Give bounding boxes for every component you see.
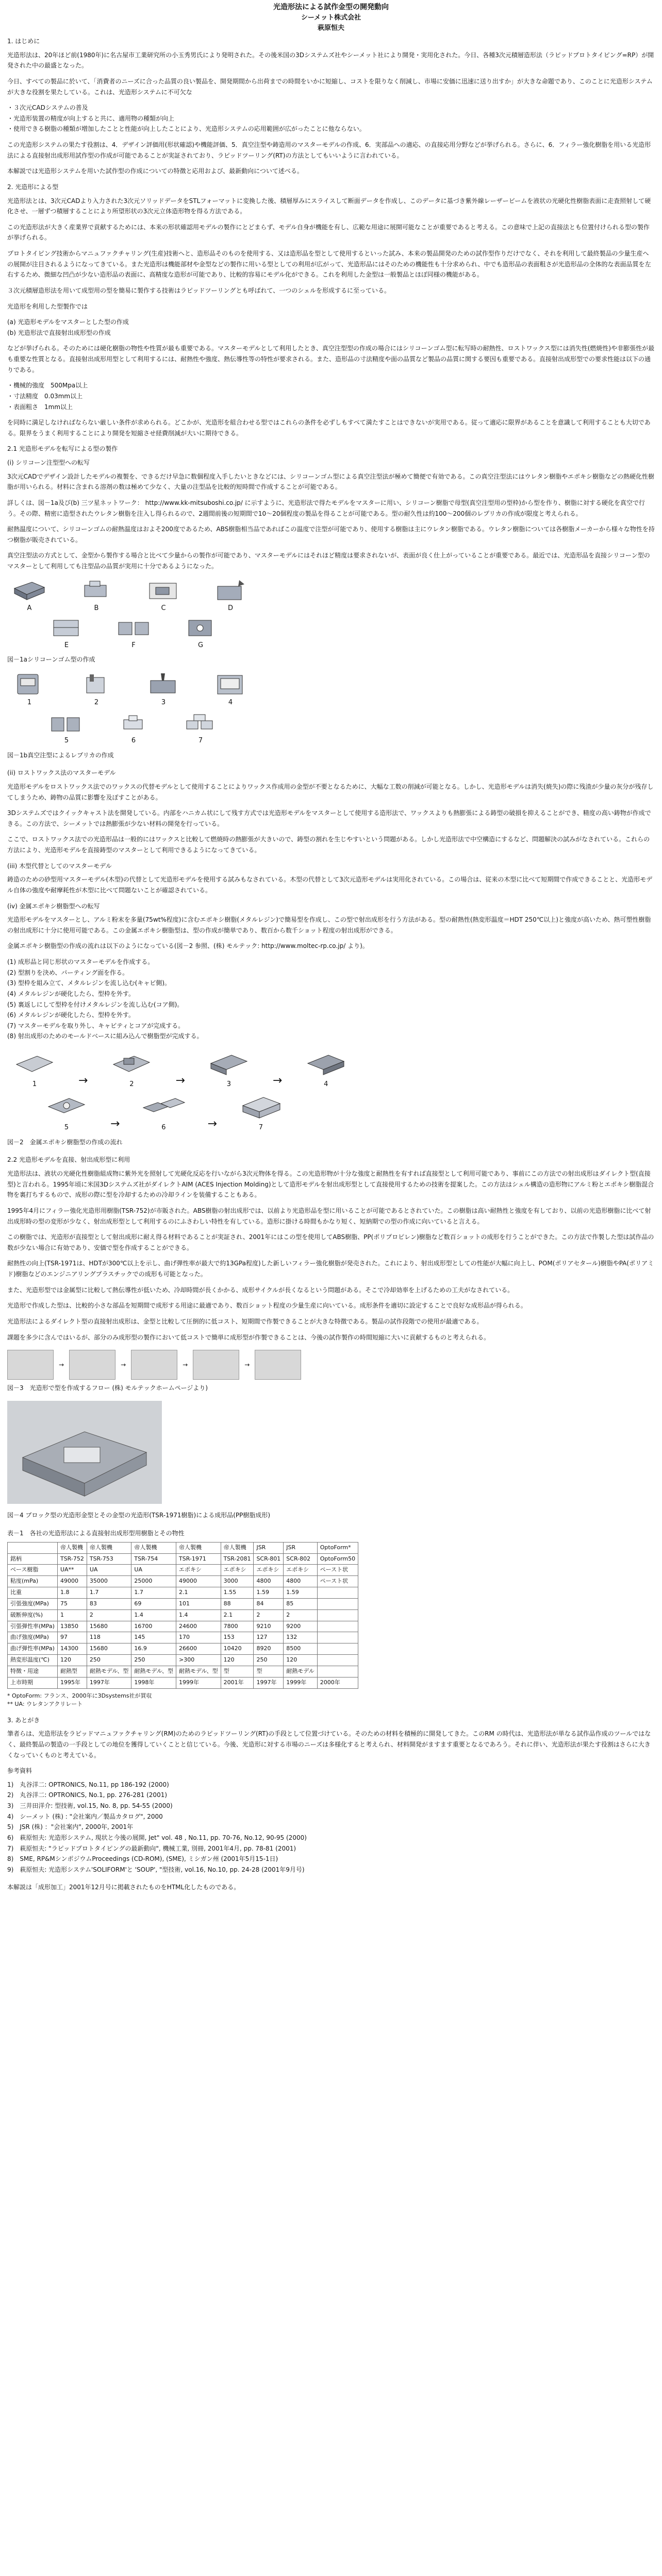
fig1a-item: B [78,579,114,614]
table-cell: 145 [131,1632,176,1643]
paragraph: プロトタイピング技術からマニュファクチャリング(生産)技術へと、造形品そのものを使用する、又は造形品を型として使用するといった試み、本来の製品開発のための試作型作りだけでなく、それを利用して最終製品の少量生産への展開が注目されるようになってきている。また光造形は機能部材や金型などの製作に用いる型としての利用が広がって、光造形品にはそのための機能性も十分求められ、中でも造形品の表面粗さが光造形品の全体的な表面品質を左右するため、微細な凹凸が少ない造形品の表面に、高精度な造形が可能であり、比較的容易にモデル化ができる。これを利用した金型は一般製品とほぼ同様の機能がある。 [7,250,651,279]
table-cell: UA [87,1565,131,1576]
fig2-item: 7 [238,1092,284,1133]
figure-1a [7,579,655,665]
table-row [8,1576,358,1587]
mold-photo [7,1401,162,1504]
list-item: ・使用できる樹脂の種類が増加したことと性能が向上したことにより、光造形システムの応用範囲が広がったことに他ならない。 [7,125,366,133]
table-cell: 85 [284,1598,317,1609]
fig1b-item: 7 [183,710,219,747]
author-name: 萩原恒夫 [317,24,344,32]
section-heading: 2.1 光造形モデルを転写による型の製作 [7,445,118,453]
table-cell: 8920 [254,1643,284,1655]
table-cell: 2.1 [221,1609,254,1621]
reference-item: 2) 丸谷洋二: OPTRONICS, No.1, pp. 276-281 (2001) [7,1791,168,1799]
table-cell: 3000 [221,1576,254,1587]
row-label: 上市時期 [8,1677,58,1688]
fig1a-item: E [48,616,85,651]
fig1b-item: 6 [115,710,152,747]
article-header [7,2,655,33]
table-cell: 型 [254,1666,284,1677]
table-cell: 1.8 [57,1587,87,1599]
table-cell: 26600 [176,1643,221,1655]
table-cell: OptoForm50 [317,1553,358,1565]
core-icon [43,1092,90,1121]
arrow-icon: → [121,1361,126,1368]
paragraph: また、光造形型では金属型に比較して熱伝導性が低いため、冷却時間が長くかかる、成形サイクルが長くなるという問題がある。そこで冷却効率を上げるための工夫がなされている。 [7,1286,514,1294]
paragraph: 鋳造のための砂型用マスターモデル(木型)の代替として光造形モデルを使用する試みもなされている。木型の代替として3次元造形モデルは実用化されている。この場合は、従来の木型に比べて短期間で作成できることと、光造形モデル自体の強度や耐摩耗性が木型に比べて問題ないことが確認されている。 [7,876,653,894]
table-cell: 170 [176,1632,221,1643]
article [7,0,655,1893]
vacuum-chamber-icon [11,672,47,696]
article-title: 光造形法による試作金型の開発動向 [273,3,389,11]
table-cell: 25000 [131,1576,176,1587]
table-cell: 1 [57,1609,87,1621]
table-cell: 1997年 [254,1677,284,1688]
figure-caption: 図－4 ブロック型の光造形金型とその金型の光造形(TSR-1971樹脂)による成形品(PP樹脂成形) [7,1512,271,1519]
table-row [8,1666,358,1677]
list-item: (5) 裏返しにして型枠を付けメタルレジンを流し込む(コア側)。 [7,1001,184,1008]
figure-1b [7,672,655,760]
table-cell: 153 [221,1632,254,1643]
parting-icon [108,1049,155,1078]
table-cell [317,1621,358,1632]
table-cell: 1995年 [57,1677,87,1688]
replica-part-icon [115,710,152,734]
table-cell: 69 [131,1598,176,1609]
list-item: (a) 光造形モデルをマスターとした型の作成 [7,318,129,326]
reference-item: 9) 萩原恒夫: 光造形システム'SOLIFORM'と 'SOUP', "型技術, vol.16, No.10, pp. 24-28 (2001年9月号) [7,1866,305,1873]
frame-icon [206,1049,252,1078]
list-item: ・光造形装置の精度が向上すると共に、適用物の種類が向上 [7,114,175,122]
table-cell: 35000 [87,1576,131,1587]
paragraph: などが挙げられる。そのためには硬化樹脂の物性や性質が最も重要である。マスターモデルとして利用したとき、真空注型型の作成の場合にはシリコーンゴム型に転写時の耐熱性、ロストワックス型には消失性(燃焼性)や非膨張性が最も重要な性質となる。直接射出成形用型として利用するには、耐熱性や強度、熱伝導性等の特性が要求される。また、造形品の寸法精度や面の品質など製品の品質に関する要因も重要である。直接射出成形型での要求性能は以下の通りである。 [7,345,655,374]
reference-item: 5) JSR (株) ："会社案内", 2000年, 2001年 [7,1823,134,1831]
table-cell: UA** [57,1565,87,1576]
row-label: ベース樹脂 [8,1565,58,1576]
casting-icon [145,672,181,696]
arrow-icon: → [175,1074,185,1087]
list-item: (6) メタルレジンが硬化したら、型枠を外す。 [7,1011,135,1019]
fig1a-item: C [145,579,181,614]
table-note: ** UA: ウレタンアクリレート [7,1701,83,1708]
table-cell: TSR-1971 [176,1553,221,1565]
table-cell: 耐熱モデル [284,1666,317,1677]
table-cell: 1999年 [284,1677,317,1688]
table-row [8,1677,358,1688]
table-cell: エポキシ [254,1565,284,1576]
master-model-icon [11,1049,58,1078]
paragraph: ３次元積層造形法を用いて成型用の型を簡易に製作する技術はラピッドツーリングとも呼ばれて、一つのシェルを形成するに至っている。 [7,286,391,294]
arrow-icon: → [207,1117,217,1130]
fig1a-item: A [11,579,47,614]
table-cell: 4800 [284,1576,317,1587]
table-cell [317,1643,358,1655]
paragraph: 耐熱温度について、シリコーンゴムの耐熱温度はおよそ200度であるため、ABS樹脂相当品であればこの温度で注型が可能であり、使用する樹脂は主にウレタン樹脂である。ウレタン樹脂については各樹脂メーカーから様々な物性を持つ樹脂が販売されている。 [7,526,655,544]
section-heading: 2.2 光造形モデルを直接、射出成形型に利用 [7,1156,130,1164]
table-row [8,1598,358,1609]
table-cell [317,1632,358,1643]
list-item: (4) メタルレジンが硬化したら、型枠を外す。 [7,990,135,997]
reference-item: 6) 萩原恒夫: 光造形システム, 現状と今後の展開, Jet" vol. 48 , No.11, pp. 70-76, No.12, 90-95 (2000) [7,1834,307,1841]
mold-frame-icon [145,579,181,602]
mold-pair-icon [140,1092,187,1121]
paragraph: 3次元CADでデザイン設計したモデルの複製を、できるだけ早急に数個程度入手したいときなどには、シリコーンゴム型による真空注型法が極めて簡便で有効である。この真空注型法にはウレタン樹脂やエポキシ樹脂などの熱硬化性樹脂が用いられる。材料に含まれる溶剤の数は極めて少なく、大量の注型品を比較的短時間で作成することが可能である。 [7,472,654,491]
table-cell: 8500 [284,1643,317,1655]
table-cell: 2000年 [317,1677,358,1688]
figure-caption: 図－1aシリコーンゴム型の作成 [7,656,95,664]
paragraph: 詳しくは、図－1a及び(b) 三ツ星ネットワーク： http://www.kk-mitsuboshi.co.jp/ に示すように、光造形法で得たモデルをマスターに用い、シリコーン樹脂で母型(真空注型用の型枠)から型を作り、樹脂に対する硬化を真空で行う。その際、精密に造型されたウレタン樹脂を注入し得られるので、2週間前後の短期間で10〜20個程度の製品を得ることが可能である。型の耐久性は約100〜200個のレプリカの作成が限度と考えられる。 [7,499,645,517]
paragraph: 光造形モデルをロストワックス法でのワックスの代替モデルとして使用することによりワックス作成用の金型が不要となるために、大幅な工数の削減が可能となる。しかし、光造形モデルは消失(焼失)の際に残渣が少量の灰分が残存してしまうため、鋳物の品質に影響を及ぼすことがある。 [7,783,654,801]
row-label: 引張強度(MPa) [8,1598,58,1609]
figure-caption: 図－1b真空注型によるレプリカの作成 [7,751,114,759]
list-item: (2) 型割りを決め、パーティング面を作る。 [7,969,129,976]
cavity-icon [303,1049,349,1078]
figure-4 [7,1401,655,1521]
paragraph: 本解説では光造形システムを用いた試作型の作成についての特徴と応用および、最新動向について述べる。 [7,167,303,175]
fig2-item: 3 [206,1049,252,1090]
spec-list [7,380,655,412]
row-label: 粘度(mPa) [8,1576,58,1587]
arrow-icon: → [59,1361,64,1368]
figure-2 [7,1049,655,1147]
table-cell: 1998年 [131,1677,176,1688]
mold-halves-icon [115,616,152,639]
table-cell: 83 [87,1598,131,1609]
table-cell: 120 [221,1655,254,1666]
row-label: 曲げ強度(MPa) [8,1632,58,1643]
pouring-icon [212,579,249,602]
fig2-item: 2 [108,1049,155,1090]
paragraph: 今日、すべての製品に於いて、「消費者のニーズに合った品質の良い製品を、開発期間から出荷までの時間をいかに短縮し、コストを限りなく削減し、市場に安価に迅速に送り出すか」が大きな命題であり、このことに光造形システムが大きな役割を果たしている。これは、光造形システムに不可欠な [7,77,653,96]
row-label: 銘柄 [8,1553,58,1565]
table-cell: UA [131,1565,176,1576]
list-item: ・寸法精度 0.03mm以上 [7,392,83,400]
table-cell: 1.4 [131,1609,176,1621]
table-row [8,1643,358,1655]
table-cell [317,1655,358,1666]
paragraph: 光造形を利用した型製作では [7,302,88,310]
row-label: 引張弾性率(MPa) [8,1621,58,1632]
fig1a-item: D [212,579,249,614]
table-cell: 14300 [57,1643,87,1655]
master-model-icon [78,579,114,602]
table-cell: 7800 [221,1621,254,1632]
fig2-item: 1 [11,1049,58,1090]
arrow-icon: → [183,1361,188,1368]
arrow-icon: → [244,1361,250,1368]
table-cell: 1.7 [87,1587,131,1599]
table-cell: 15680 [87,1643,131,1655]
fig1a-item: G [183,616,219,651]
paragraph: この光造形法が大きく産業界で貢献するためには、本来の形状確認用モデルの製作にとどまらず、モデル自身が機能を有し、広範な用途に展開可能なことが重要であると考える。この意味で上記の直接法とも位置付けられる型の製作が挙げられる。 [7,223,650,242]
table-cell: エポキシ [284,1565,317,1576]
arrow-icon: → [272,1074,283,1087]
table-cell: 84 [254,1598,284,1609]
table-row [8,1632,358,1643]
table-cell: ペースト状 [317,1565,358,1576]
fig1b-item: 2 [78,672,114,708]
table-cell: 15680 [87,1621,131,1632]
table-cell: 250 [87,1655,131,1666]
table-cell: SCR-801 [254,1553,284,1565]
paragraph: 光造形法は、20年ほど前(1980年)に名古屋市工業研究所の小玉秀男氏により発明された。その後米国の3Dシステムズ社やシーメット社により開発・実用化された。今日、各種3次元積層造形法（ラピッドプロトタイピング=RP）が開発された中の最盛となった。 [7,51,654,70]
table-cell: TSR-752 [57,1553,87,1565]
table-cell: 118 [87,1632,131,1643]
fig1b-item: 3 [145,672,181,708]
table-cell [317,1598,358,1609]
table-cell: 2 [284,1609,317,1621]
list-item: (3) 型枠を組み立て、メタルレジンを流し込む(キャビ側)。 [7,979,171,987]
table-cell [317,1609,358,1621]
table-cell: >300 [176,1655,221,1666]
paragraph: 金属エポキシ樹脂型の作成の流れは以下のようになっている(図－2 参照、(株) モルテック: http://www.moltec-rp.co.jp/ より)。 [7,942,369,950]
table-caption: 表－1 各社の光造形法による直接射出成形型用樹脂とその物性 [7,1530,185,1537]
spec-table [7,1542,358,1689]
company-name: シーメット株式会社 [301,14,361,22]
table-cell: 2001年 [221,1677,254,1688]
fig2-item: 6 [140,1092,187,1133]
mold-box-icon [11,579,47,602]
list-item: (b) 光造形法で直接射出成形型の作成 [7,329,111,336]
table-cell: 耐熱モデル、型 [131,1666,176,1677]
table-cell: 1.4 [176,1609,221,1621]
arrow-icon: → [110,1117,120,1130]
subsection-heading: (iii) 木型代替としてのマスターモデル [7,862,112,870]
table-cell: エポキシ [221,1565,254,1576]
list-item: (1) 成形品と同じ形状のマスターモデルを作成する。 [7,958,154,966]
oven-icon [212,672,249,696]
fig2-item: 5 [43,1092,90,1133]
list-item: ・３次元CADシステムの普及 [7,104,88,112]
row-label: 比重 [8,1587,58,1599]
table-cell: 2 [87,1609,131,1621]
table-cell: 88 [221,1598,254,1609]
fig1b-item: 4 [212,672,249,708]
paragraph: を同時に満足しなければならない厳しい条件が求められる。どこかが、光造形を組合わせる型ではこれらの条件を必ずしもすべて満たすことはできないが実用である。従って適応に限界があることを意識して利用することも大切である。限界をうまく利用することにより開発を短縮させ経費削減が大いに期待できる。 [7,419,651,437]
table-cell: エポキシ [176,1565,221,1576]
row-label: 熱変形温度(℃) [8,1655,58,1666]
table-cell: 16.9 [131,1643,176,1655]
list-item: ・機械的強度 500Mpa以上 [7,382,88,389]
table-cell: 250 [131,1655,176,1666]
replica-set-icon [183,710,219,734]
paragraph: この樹脂では、光造形が直接型として射出成形に耐え得る材料であることが実証され、2001年にはこの型を使用してABS樹脂、PP(ポリプロピレン)樹脂など数百ショットの成形を行うことができた。この方法で作製した型は試作品の数が少ない場合に有効であり、安価で型を作成することができる。 [7,1233,654,1251]
step-list [7,957,655,1042]
demold-icon [48,710,85,734]
table-cell: 49000 [176,1576,221,1587]
section-heading: 3. あとがき [7,1716,40,1724]
table-cell: 49000 [57,1576,87,1587]
table-cell: 75 [57,1598,87,1609]
table-cell: 1.55 [221,1587,254,1599]
table-row [8,1565,358,1576]
row-label: 特徴・用途 [8,1666,58,1677]
table-cell: 2.1 [176,1587,221,1599]
table-cell: SCR-802 [284,1553,317,1565]
fig1b-item: 5 [48,710,85,747]
paragraph: ここで、ロストワックス法での光造形品は一般的にはワックスと比較して燃焼時の熱膨張が大きいので、鋳型の割れを生じやすいという問題がある。しかし光造形法で中空構造にするなど、問題解決の試みがなされている。これらの方法により、光造形モデルを直接鋳型のマスターとして利用できるようになってきている。 [7,836,650,854]
row-label: 曲げ弾性率(MPa) [8,1643,58,1655]
process-photo [69,1350,115,1380]
table-row [8,1609,358,1621]
table-cell: TSR-2081 [221,1553,254,1565]
fig1a-item: F [115,616,152,651]
table-cell: TSR-753 [87,1553,131,1565]
table-cell: 耐熱型 [57,1666,87,1677]
paragraph: 1995年4月にフィラー強化光造形用樹脂(TSR-752)が市販された。ABS樹脂の射出成形では、以前より光造形品を型に用いることが可能であるとされていた。この樹脂は高い耐熱性と強度を有しており、以前の光造形樹脂に比べて射出成形時の型の変形が少なく、射出成形型として利用するのにふさわしい特性を有している。造形に掛ける時間もかなり短く、短納期での型の作成に向いていると言える。 [7,1207,651,1225]
table-cell: 10420 [221,1643,254,1655]
paragraph: 3Dシステムズではクイックキャスト法を開発している。内部をハニカム状にして残す方式では光造形モデルをマスターとして使用する造形法で、ワックスよりも熱膨張による鋳型の破損を抑えることができ、精度の高い鋳物が作成できる。この方法で、シーメットでは熱膨張が少ない材料の開発を行っている。 [7,809,651,827]
table-cell: 1.7 [131,1587,176,1599]
process-photo [131,1350,177,1380]
paragraph: この光造形システムの果たす役割は、4．デザイン評価用(形状確認)や機能評価、5．真空注型や鋳造用のマスターモデルの作成、6．実部品への適応、の直接応用分野などが挙げられる。さらに、6．フィラー強化樹脂を用いる光造形法による直接射出成形用試作型の作成が可能であることが実証されており、ラピッドツーリング(RT)の方法としてもいいように言われている。 [7,141,651,159]
section-heading: 2. 光造形による型 [7,183,59,191]
footer-note: 本解説は「成形加工」2001年12月号に掲載されたものをHTML化したものである。 [7,1884,240,1891]
table-row [8,1553,358,1565]
list-item: ・表面粗さ 1mm以上 [7,403,73,411]
paragraph: 光造形モデルをマスターとし、アルミ粉末を多量(75wt%程度)に含むエポキシ樹脂(メタルレジン)で簡易型を作成し、この型で射出成形を行う方法がある。型の耐熱性(熱変形温度＝HDT 250℃以上)と強度が高いため、熱可塑性樹脂の射出成形に十分に使用可能である。この金属エポキシ樹脂型は、型の作成が簡単であり、数百から数千ショット程度の射出成形ができる。 [7,916,651,934]
figure-3 [7,1350,655,1394]
table-cell: ペースト状 [317,1576,358,1587]
arrow-icon: → [78,1074,88,1087]
paragraph: 光造形で作成した型は、比較的小さな部品を短期間で成形する用途に最適であり、数百ショット程度の少量生産に向いている。成形条件を適切に設定することで良好な成形品が得られる。 [7,1302,527,1310]
table-row [8,1655,358,1666]
process-photo [255,1350,301,1380]
table-cell: 2 [254,1609,284,1621]
table-cell: 97 [57,1632,87,1643]
paragraph: 光造形法は、液状の光硬化性樹脂組成物に紫外光を照射して光硬化反応を行いながら3次元物体を得る。この光造形物が十分な強度と耐熱性を有すれば直接型として利用可能であり、事前にこの方法での射出成形はダイレクト型(直接型)と言われる。1995年頃に米国3Dシステムズ社がダイレクトAIM (ACES Injection Molding)として造形モデルを射出成形型として直接使用するための技術を提案した。この方法はシェル構造の造形物にアルミ粉とエポキシ樹脂混合物を裏打ちするもので、成形の際に型を冷却するための冷却ラインを装備することもある。 [7,1170,654,1199]
fig1b-item: 1 [11,672,47,708]
table-row [8,1587,358,1599]
table-cell [317,1666,358,1677]
reference-item: 7) 萩原恒夫: "ラピッドプロトタイピングの最新動向", 機械工業, 別冊, 2001年4月, pp. 78-81 (2001) [7,1844,296,1852]
table-cell: 耐熱モデル、型 [176,1666,221,1677]
table-cell: 127 [254,1632,284,1643]
table-cell: 1999年 [176,1677,221,1688]
table-cell: 120 [57,1655,87,1666]
paragraph: 耐熱性の向上(TSR-1971は、HDTが300℃以上を示し、曲げ弾性率が最大で約13GPa程度)した新しいフィラー強化樹脂が発売された。これにより、射出成形型としての性能が大幅に向上し、POM(ポリアセタール)樹脂やPA(ポリアミド)樹脂などのエンジニアリングプラスチックでの成形も可能となった。 [7,1260,654,1278]
list-item: (8) 射出成形のためのモールドベースに組み込んで樹脂型が完成する。 [7,1032,203,1040]
table-note: * OptoForm: フランス、2000年に3Dsystems社が買収 [7,1692,152,1699]
reference-item: 3) 三井田洋介: 型技術, vol.15, No. 8, pp. 54-55 (2000) [7,1802,173,1809]
resin-mix-icon [78,672,114,696]
table-cell: 13850 [57,1621,87,1632]
table-cell: 9210 [254,1621,284,1632]
subsection-heading: (i) シリコーン注型型への転写 [7,459,90,466]
table-cell: 120 [284,1655,317,1666]
bullet-list [7,103,655,134]
table-cell: 16700 [131,1621,176,1632]
silicone-mold-icon [48,616,85,639]
subsection-heading: (iv) 金属エポキシ樹脂型への転写 [7,902,100,910]
table-cell: 9200 [284,1621,317,1632]
table-cell: 1.59 [254,1587,284,1599]
list-item: (7) マスターモデルを取り外し、キャビティとコアが完成する。 [7,1022,185,1029]
references-heading: 参考資料 [7,1767,32,1775]
paragraph: 課題を多少に含んではいるが、部分のみ成形型の製作において低コストで簡単に成形型が作製できることは、今後の試作製作の時間短縮に大いに貢献するものと考えられる。 [7,1333,490,1341]
table-row [8,1621,358,1632]
table-cell: 1997年 [87,1677,131,1688]
mold-base-icon [238,1092,284,1121]
section-heading: 1. はじめに [7,38,40,45]
paragraph: 光造形法によるダイレクト型の直接射出成形は、金型と比較して圧倒的に低コスト、短期間で作製できることが大きな特徴である。製品の試作段階での使用が最適である。 [7,1317,483,1325]
table-cell: 4800 [254,1576,284,1587]
figure-caption: 図－3 光造形で型を作成するフロー (株) モルテックホームページより) [7,1384,208,1392]
table-cell: TSR-754 [131,1553,176,1565]
table-cell: 耐熱モデル、型 [87,1666,131,1677]
subsection-heading: (ii) ロストワックス法のマスターモデル [7,769,116,777]
finished-mold-icon [183,616,219,639]
paragraph: 真空注型法の方式として、金型から製作する場合と比べて少量からの製作が可能であり、マスターモデルにはそれほど精度は要求されないが、表面が良く仕上がっていることが重要である。最近では、光造形品を直接シリコーン型のマスターとして利用しても注型品の品質が実用に十分であるようになった。 [7,552,650,570]
table-cell: 250 [254,1655,284,1666]
figure-caption: 図－2 金属エポキシ樹脂型の作成の流れ [7,1138,123,1146]
reference-item: 1) 丸谷洋二: OPTRONICS, No.11, pp 186-192 (2000) [7,1781,169,1788]
row-label: 破断伸度(%) [8,1609,58,1621]
table-cell: 24600 [176,1621,221,1632]
reference-item: 8) SME, RP&MシンポジウムProceedings (CD-ROM), (SME), ミシガン州 (2001年5月15-1日) [7,1855,278,1863]
table-header-row: 帝人製機 帝人製機 帝人製機 帝人製機 帝人製機 JSR JSR OptoForm* [8,1542,358,1553]
reference-item: 4) シーメット (株) : "会社案内／製品カタログ", 2000 [7,1812,163,1820]
fig2-item: 4 [303,1049,349,1090]
table-cell: 132 [284,1632,317,1643]
method-list [7,317,655,338]
table-cell [317,1587,358,1599]
process-photo [193,1350,239,1380]
process-photo [7,1350,54,1380]
table-cell: 1.59 [284,1587,317,1599]
paragraph: 筆者らは、光造形法をラピッドマニュファクチャリング(RM)のためのラピッドツーリング(RT)の手段として位置づけている。そのための材料を積極的に開発してきた。このRM の時代は、光造形法が単なる試作品作成のツールではなく、最終製品の製造の一手段としての地位を獲得していくことと信じている。今後、光造形に対する市場のニーズは多様化すると考えられ、材料開発がますます重要となるであろう。それに伴い、光造形法が果たす役割はさらに大きくなっていくものと考えている。 [7,1730,651,1759]
paragraph: 光造形法とは、3次元CADより入力された3次元ソリッドデータをSTLフォーマットに変換した後、積層厚みにスライスして断面データを作成し、このデータに基づき紫外線レーザービームを液状の光硬化性樹脂表面に走査照射して硬化させ、一層ずつ積層することにより所望形状の3次元立体造形物を得る方法である。 [7,197,651,215]
table-cell: 101 [176,1598,221,1609]
reference-list [7,1780,655,1875]
table-cell: 型 [221,1666,254,1677]
